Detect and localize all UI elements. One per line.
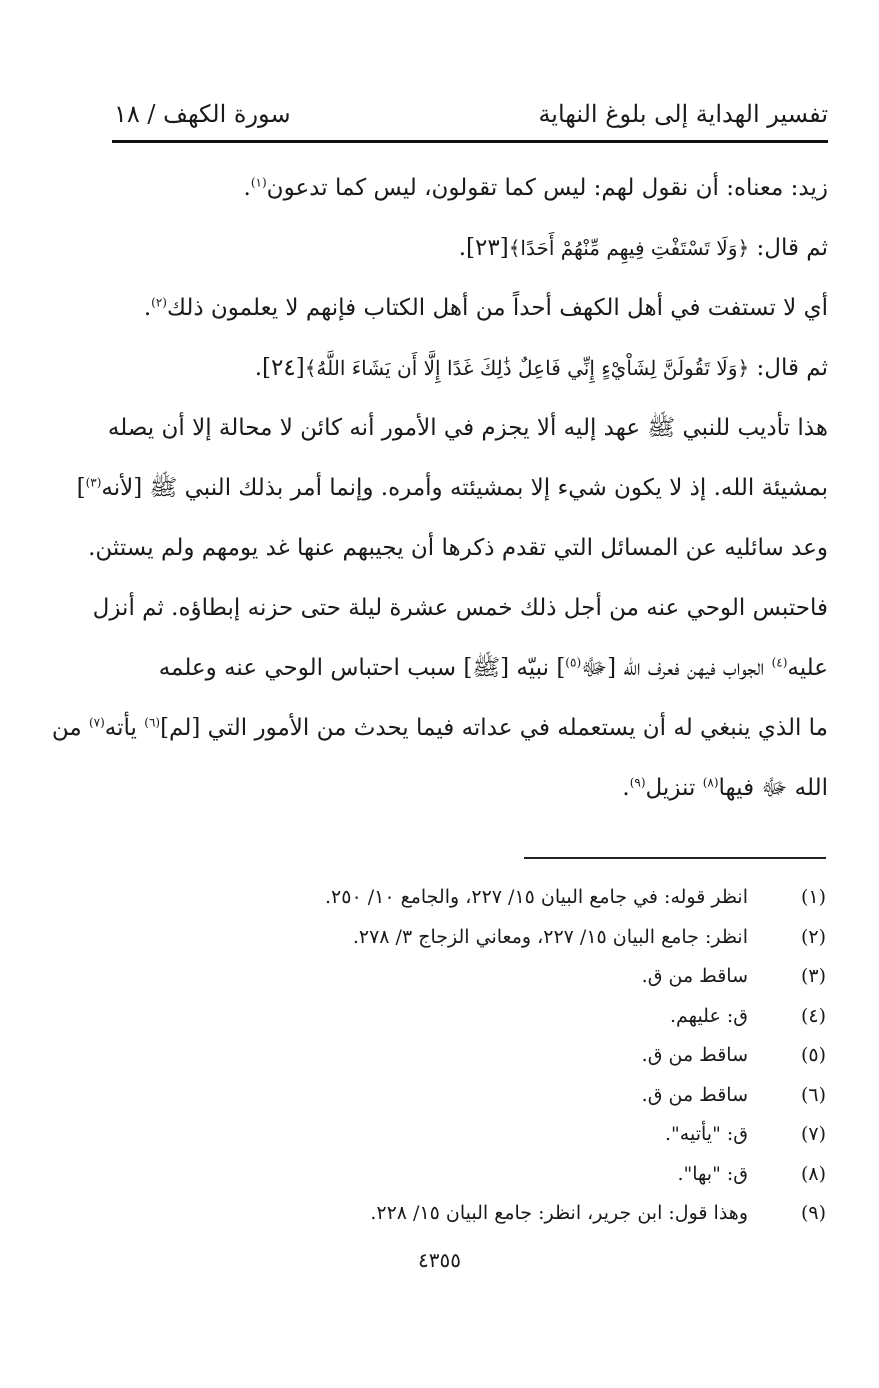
footnote [112,1115,828,1155]
footnote [112,878,828,918]
footnote-ref: (٩) [629,775,646,790]
text-line: فاحتبس الوحي عنه من أجل ذلك خمس عشرة ليلة حتى حزنه إبطاؤه. ثم أنزل [92,595,828,621]
footnote-number: (٣) [800,965,826,987]
text-line: الله ﷻ فيها$^{(٨)}$ تنزيل$^{(٩)}$. [622,775,828,801]
footnote-text: انظر: جامع البيان ١٥/ ٢٢٧، ومعاني الزجاج ٣/ ٢٧٨. [352,925,748,948]
verse-number: [٢٤]. [254,355,305,381]
footnote [112,1076,828,1116]
text-line: أي لا تستفت في أهل الكهف أحداً من أهل الكتاب فإنهم لا يعلمون ذلك$^{(٢)}$. [143,295,828,321]
footnote [112,1194,828,1234]
quran-verse: ﴿وَلَا تَقُولَنَّ لِشَاْيْءٍ إِنِّي فَاعِلٌ ذَٰلِكَ غَدًا إِلَّا أَن يَشَاءَ اللَّهُ﴾ [304,356,750,380]
text-line: هذا تأديب للنبي ﷺ عهد إليه ألا يجزم في الأمور أنه كائن لا محالة إلا أن يصله [107,415,828,441]
verse-number: [٢٣]. [458,235,509,261]
page-number: ٤٣٥٥ [418,1248,461,1272]
footnote-text: ساقط من ق. [641,1044,748,1066]
footnote-text: ق: عليهم. [670,1004,748,1027]
footnote-number: (٦) [800,1083,826,1106]
header-rule [112,140,828,143]
footnote-text: ق: "يأتيه". [665,1123,748,1145]
quran-verse: ﴿وَلَا تَسْتَفْتِ فِيهِم مِّنْهُمْ أَحَدًا﴾ [508,236,750,260]
text-line: زيد: معناه: أن نقول لهم: ليس كما تقولون، ليس كما تدعون$^{(١)}$. [243,175,828,201]
footnote-number: (٨) [800,1162,826,1185]
footnote-number: (٤) [800,1004,826,1027]
footnote-ref: (٦) [144,715,161,730]
verse-line: ثم قال: ﴿وَلَا تَسْتَفْتِ فِيهِم مِّنْهُمْ أَحَدًا﴾[٢٣]. [458,235,828,261]
footnote-separator [524,857,826,859]
footnote-text: ق: "بها". [677,1162,748,1185]
footnote-ref: (٨) [702,775,719,790]
footnote-number: (٢) [800,925,826,948]
text-line: بمشيئة الله. إذ لا يكون شيء إلا بمشيئته وأمره. وإنما أمر بذلك النبي ﷺ [لأنه$^{(٣)}$] [76,475,828,501]
footnote-ref: (٥) [565,655,582,670]
footnote-text: ساقط من ق. [641,1083,748,1106]
footnote-text: انظر قوله: في جامع البيان ١٥/ ٢٢٧، والجامع ١٠/ ٢٥٠. [325,886,748,908]
footnote-number: (٧) [800,1123,826,1145]
footnote-number: (٩) [800,1202,826,1224]
text-line: عليه$^{(٤)}$ الجواب فيهن فعرف الله [ﷻ$^{(٥)}$] نبيّه [ﷺ] سبب احتباس الوحي عنه وعلمه [158,655,828,681]
footnote-ref: (٤) [771,655,788,670]
footnote-text: ساقط من ق. [641,965,748,987]
footnote [112,957,828,997]
footnotes [112,878,828,1234]
surah-page-label: سورة الكهف / ١٨ [114,100,291,128]
footnote [112,1155,828,1195]
footnote-ref: (٣) [85,475,102,490]
main-text [51,158,828,818]
footnote-number: (١) [800,886,826,908]
text-line: وعد سائليه عن المسائل التي تقدم ذكرها أن يجيبهم عنها غد يومهم ولم يستثن. [88,535,828,561]
footnote-text: وهذا قول: ابن جرير، انظر: جامع البيان ١٥/ ٢٢٨. [370,1202,748,1224]
footnote-ref: (١) [250,175,267,190]
footnote [112,1036,828,1076]
book-title: تفسير الهداية إلى بلوغ النهاية [538,100,828,128]
footnote-ref: (٧) [88,715,105,730]
footnote [112,997,828,1037]
verse-line: ثم قال: ﴿وَلَا تَقُولَنَّ لِشَاْيْءٍ إِنِّي فَاعِلٌ ذَٰلِكَ غَدًا إِلَّا أَن يَشَاءَ اللَّهُ﴾[٢٤]. [254,355,828,381]
footnote-ref: (٢) [151,295,167,310]
text-line: ما الذي ينبغي له أن يستعمله في عداته فيما يحدث من الأمور التي [لم]$^{(٦)}$ يأته$^{(٧)}$ من [51,715,828,741]
running-header [112,96,828,136]
footnote-number: (٥) [800,1044,826,1066]
footnote [112,918,828,958]
